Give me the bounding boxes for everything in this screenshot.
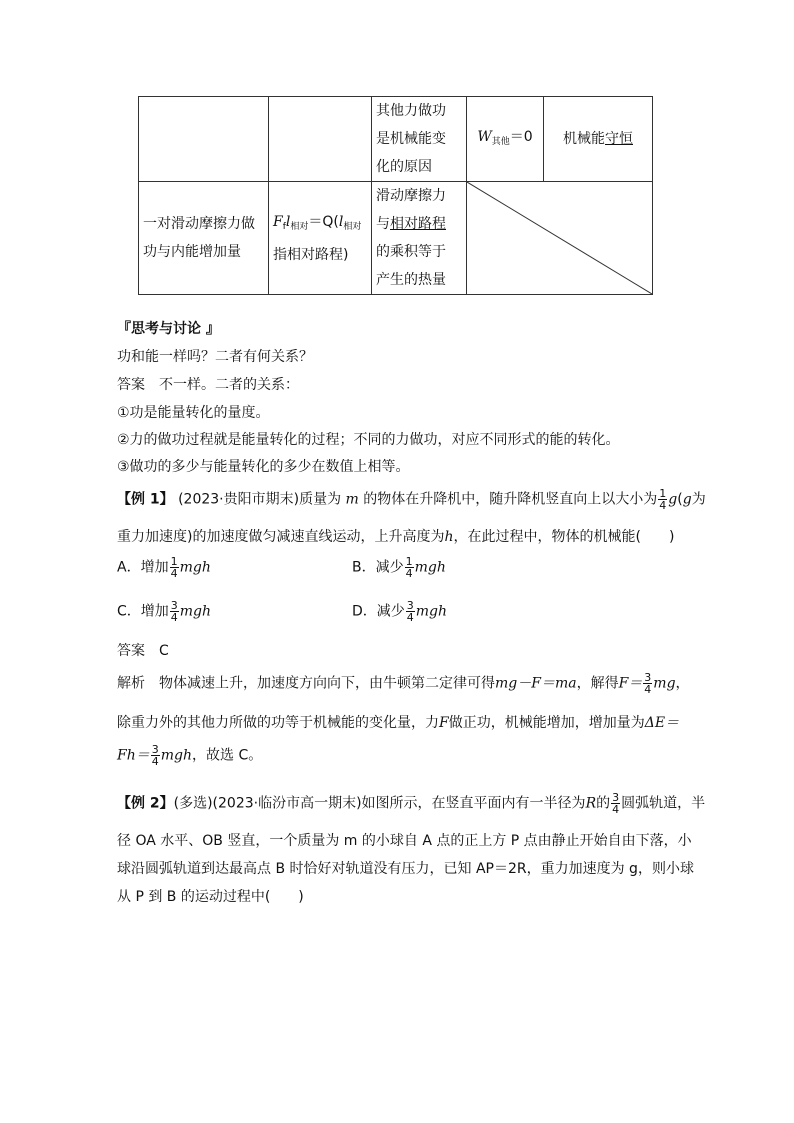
- discussion-point: ③做功的多少与能量转化的多少在数值上相等。: [117, 459, 410, 475]
- example2-stem-line1: 【例 2】(多选)(2023·临汾市高一期末)如图所示，在竖直平面内有一半径为R的 $\frac{3}{4}$ 圆弧轨道，半: [117, 791, 706, 816]
- table-cell-w-other: $W_{其他}=0$: [467, 97, 544, 182]
- fraction: $\frac{1}{4}$: [659, 487, 667, 512]
- option-b: B．减少 $\frac{1}{4}$ mgh: [352, 555, 446, 580]
- example2-stem-line3: 球沿圆弧轨道到达最高点 B 时恰好对轨道没有压力，已知 AP＝2R，重力加速度为 g，则小球: [117, 861, 694, 877]
- example1-answer: 答案 C: [117, 643, 169, 659]
- discussion-heading: 『思考与讨论 』: [117, 321, 220, 337]
- table-cell-empty: [139, 97, 269, 182]
- table-row: [139, 182, 653, 295]
- table-cell-heat-formula: $F_fl_{相对}=Q(l_{相对}$ 指相对路程): [269, 182, 372, 295]
- option-c: C．增加 $\frac{3}{4}$ mgh: [117, 599, 212, 624]
- example1-analysis-line1: 解析 物体减速上升，加速度方向向下，由牛顿第二定律可得mg－F＝ma，解得F＝ $\frac{3}{4}$ mg，: [117, 671, 690, 696]
- example1-stem-line2: 重力加速度)的加速度做匀减速直线运动，上升高度为h，在此过程中，物体的机械能( ): [117, 529, 675, 545]
- example1-analysis-line3: Fh＝ $\frac{3}{4}$ mgh，故选 C。: [117, 743, 263, 768]
- discussion-question: 功和能一样吗？二者有何关系？: [117, 349, 313, 365]
- discussion-point: ②力的做功过程就是能量转化的过程；不同的力做功，对应不同形式的能的转化。: [117, 432, 620, 448]
- example1-analysis-line2: 除重力外的其他力所做的功等于机械能的变化量，力F做正功，机械能增加，增加量为ΔE＝: [117, 715, 680, 731]
- table-cell-other-force-work: 其他力做功 是机械能变 化的原因: [372, 97, 467, 182]
- example1-stem-line1: 【例 1】 (2023·贵阳市期末)质量为 m 的物体在升降机中，随升降机竖直向上以大小为 $\frac{1}{4}$ g(g为: [117, 487, 706, 512]
- option-a: A．增加 $\frac{1}{4}$ mgh: [117, 555, 211, 580]
- table-cell-empty: [269, 97, 372, 182]
- table-cell-friction-pair: 一对滑动摩擦力做 功与内能增加量: [139, 182, 269, 295]
- discussion-point: ①功是能量转化的量度。: [117, 405, 270, 421]
- table-cell-conservation: 机械能守恒: [544, 97, 653, 182]
- option-d: D．减少 $\frac{3}{4}$ mgh: [352, 599, 448, 624]
- table-cell-diagonal-blank: [467, 182, 653, 295]
- summary-table: [138, 96, 653, 295]
- table-cell-friction-heat: 滑动摩擦力 与相对路程 的乘积等于 产生的热量: [372, 182, 467, 295]
- diagonal-line: [467, 182, 652, 294]
- example2-stem-line2: 径 OA 水平、OB 竖直，一个质量为 m 的小球自 A 点的正上方 P 点由静止开始自由下落，小: [117, 833, 692, 849]
- example2-stem-line4: 从 P 到 B 的运动过程中( ): [117, 889, 304, 905]
- table-row: [139, 97, 653, 182]
- discussion-answer: 答案 不一样。二者的关系：: [117, 377, 299, 393]
